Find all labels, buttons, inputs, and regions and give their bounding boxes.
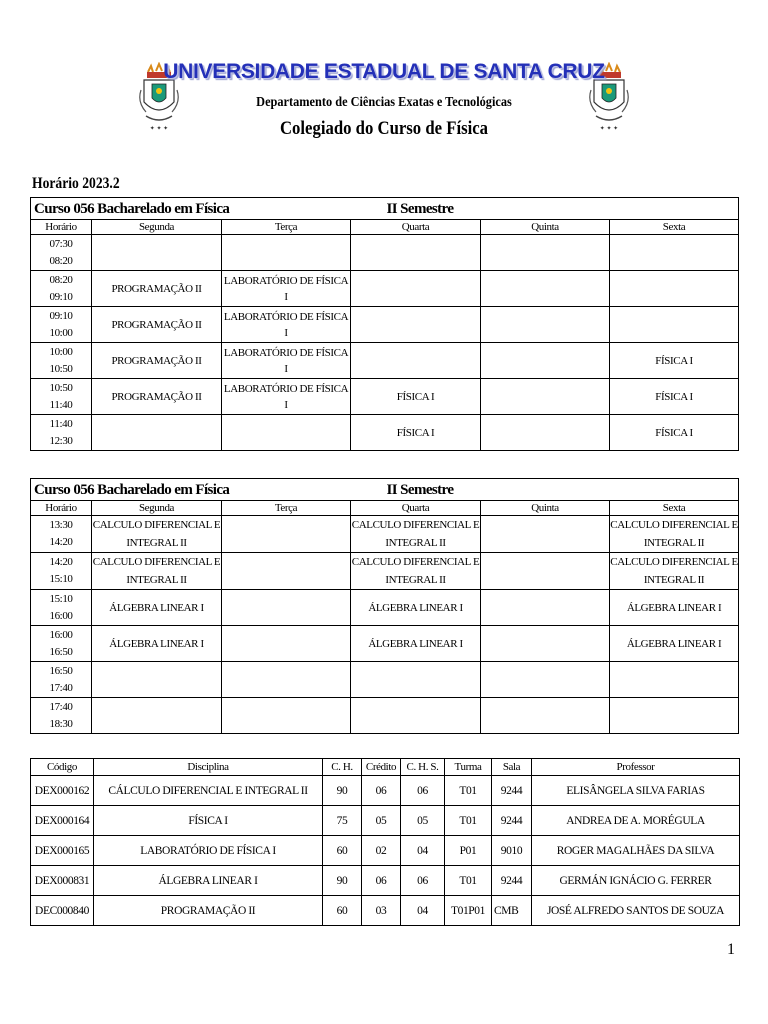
time-slot-cell bbox=[31, 379, 92, 415]
discipline-cell: FÍSICA I bbox=[94, 806, 323, 836]
column-header: Professor bbox=[532, 759, 740, 776]
schedule-row bbox=[31, 235, 739, 271]
class-cell: CALCULO DIFERENCIAL E INTEGRAL II bbox=[92, 553, 222, 590]
time-end: 12:30 bbox=[49, 434, 73, 447]
semester-label: II Semestre bbox=[351, 479, 481, 501]
time-end: 08:20 bbox=[49, 254, 73, 267]
code-cell: DEX000162 bbox=[31, 776, 94, 806]
class-group-cell: P01 bbox=[445, 836, 492, 866]
class-cell bbox=[610, 307, 739, 343]
class-cell bbox=[481, 553, 610, 590]
class-cell bbox=[481, 698, 610, 734]
code-cell: DEC000840 bbox=[31, 896, 94, 926]
credit-cell: 03 bbox=[362, 896, 401, 926]
time-end: 17:40 bbox=[49, 681, 73, 694]
discipline-row bbox=[31, 866, 740, 896]
class-cell: PROGRAMAÇÃO II bbox=[92, 271, 222, 307]
class-cell bbox=[481, 590, 610, 626]
time-end: 16:50 bbox=[49, 645, 73, 658]
credit-cell: 06 bbox=[362, 776, 401, 806]
room-cell: 9244 bbox=[492, 806, 532, 836]
time-slot-cell bbox=[31, 415, 92, 451]
code-cell: DEX000165 bbox=[31, 836, 94, 866]
class-group-cell: T01P01 bbox=[445, 896, 492, 926]
chs-cell: 05 bbox=[401, 806, 445, 836]
schedule-row bbox=[31, 698, 739, 734]
column-header: C. H. S. bbox=[401, 759, 445, 776]
class-cell bbox=[351, 343, 481, 379]
class-group-cell: T01 bbox=[445, 866, 492, 896]
class-cell: LABORATÓRIO DE FÍSICA I bbox=[222, 307, 351, 343]
colegiado-title: Colegiado do Curso de Física bbox=[279, 118, 489, 139]
class-cell: ÁLGEBRA LINEAR I bbox=[92, 626, 222, 662]
class-cell bbox=[222, 516, 351, 553]
ch-cell: 60 bbox=[323, 896, 362, 926]
time-end: 18:30 bbox=[49, 717, 73, 730]
ch-cell: 90 bbox=[323, 866, 362, 896]
discipline-row bbox=[31, 896, 740, 926]
discipline-cell: CÁLCULO DIFERENCIAL E INTEGRAL II bbox=[94, 776, 323, 806]
class-cell: FÍSICA I bbox=[610, 415, 739, 451]
class-cell bbox=[222, 590, 351, 626]
class-cell: LABORATÓRIO DE FÍSICA I bbox=[222, 343, 351, 379]
time-slot-cell bbox=[31, 553, 92, 590]
time-end: 14:20 bbox=[49, 536, 73, 548]
class-cell bbox=[481, 662, 610, 698]
disciplines-table bbox=[30, 758, 740, 926]
class-cell: CALCULO DIFERENCIAL E INTEGRAL II bbox=[610, 516, 739, 553]
class-cell bbox=[222, 415, 351, 451]
time-slot-cell bbox=[31, 307, 92, 343]
chs-cell: 04 bbox=[401, 896, 445, 926]
discipline-row bbox=[31, 806, 740, 836]
schedule-row bbox=[31, 343, 739, 379]
schedule-row bbox=[31, 662, 739, 698]
schedule-title-row bbox=[31, 479, 739, 501]
ch-cell: 60 bbox=[323, 836, 362, 866]
class-cell bbox=[610, 698, 739, 734]
room-cell: 9010 bbox=[492, 836, 532, 866]
professor-cell: ROGER MAGALHÃES DA SILVA bbox=[532, 836, 740, 866]
class-cell: FÍSICA I bbox=[351, 415, 481, 451]
class-cell: ÁLGEBRA LINEAR I bbox=[351, 626, 481, 662]
class-cell: FÍSICA I bbox=[351, 379, 481, 415]
credit-cell: 06 bbox=[362, 866, 401, 896]
class-cell bbox=[222, 235, 351, 271]
class-cell bbox=[481, 271, 610, 307]
time-start: 15:10 bbox=[49, 592, 73, 605]
column-header: Crédito bbox=[362, 759, 401, 776]
svg-text:✦ ✦ ✦: ✦ ✦ ✦ bbox=[149, 126, 169, 132]
class-cell bbox=[222, 698, 351, 734]
class-cell bbox=[351, 271, 481, 307]
time-slot-cell bbox=[31, 626, 92, 662]
discipline-cell: ÁLGEBRA LINEAR I bbox=[94, 866, 323, 896]
time-start: 10:50 bbox=[49, 381, 73, 394]
class-cell: CALCULO DIFERENCIAL E INTEGRAL II bbox=[92, 516, 222, 553]
time-slot-cell bbox=[31, 698, 92, 734]
schedule-table-afternoon bbox=[30, 478, 739, 734]
class-cell: ÁLGEBRA LINEAR I bbox=[610, 626, 739, 662]
class-cell bbox=[610, 271, 739, 307]
time-end: 11:40 bbox=[49, 398, 73, 411]
column-header: C. H. bbox=[323, 759, 362, 776]
class-cell bbox=[92, 415, 222, 451]
class-cell: PROGRAMAÇÃO II bbox=[92, 343, 222, 379]
class-cell bbox=[610, 235, 739, 271]
schedule-table-morning bbox=[30, 197, 739, 451]
professor-cell: GERMÁN IGNÁCIO G. FERRER bbox=[532, 866, 740, 896]
class-cell: ÁLGEBRA LINEAR I bbox=[610, 590, 739, 626]
schedule-header-row bbox=[31, 501, 739, 516]
column-header: Disciplina bbox=[94, 759, 323, 776]
column-header: Segunda bbox=[92, 501, 222, 516]
time-start: 10:00 bbox=[49, 345, 73, 358]
class-cell bbox=[351, 235, 481, 271]
course-label: Curso 056 Bacharelado em Física bbox=[31, 198, 351, 220]
time-end: 15:10 bbox=[49, 573, 73, 585]
discipline-cell: LABORATÓRIO DE FÍSICA I bbox=[94, 836, 323, 866]
code-cell: DEX000831 bbox=[31, 866, 94, 896]
time-start: 13:30 bbox=[49, 519, 73, 531]
column-header: Horário bbox=[31, 501, 92, 516]
time-slot-cell bbox=[31, 662, 92, 698]
schedule-row bbox=[31, 271, 739, 307]
schedule-row bbox=[31, 307, 739, 343]
university-title: UNIVERSIDADE ESTADUAL DE SANTA CRUZ bbox=[163, 60, 605, 83]
time-end: 16:00 bbox=[49, 609, 73, 622]
class-cell: CALCULO DIFERENCIAL E INTEGRAL II bbox=[351, 516, 481, 553]
time-end: 10:00 bbox=[49, 326, 73, 339]
schedule-row bbox=[31, 553, 739, 590]
chs-cell: 06 bbox=[401, 776, 445, 806]
class-cell bbox=[481, 626, 610, 662]
disciplines-header-row bbox=[31, 759, 740, 776]
class-cell bbox=[351, 307, 481, 343]
time-end: 10:50 bbox=[49, 362, 73, 375]
class-cell bbox=[351, 698, 481, 734]
credit-cell: 05 bbox=[362, 806, 401, 836]
column-header: Turma bbox=[445, 759, 492, 776]
schedule-row bbox=[31, 516, 739, 553]
ch-cell: 75 bbox=[323, 806, 362, 836]
time-start: 14:20 bbox=[49, 556, 73, 568]
discipline-cell: PROGRAMAÇÃO II bbox=[94, 896, 323, 926]
class-cell bbox=[481, 516, 610, 553]
class-cell: LABORATÓRIO DE FÍSICA I bbox=[222, 379, 351, 415]
column-header: Quarta bbox=[351, 501, 481, 516]
class-cell: PROGRAMAÇÃO II bbox=[92, 379, 222, 415]
schedule-row bbox=[31, 626, 739, 662]
column-header: Segunda bbox=[92, 220, 222, 235]
column-header: Sala bbox=[492, 759, 532, 776]
horario-title: Horário 2023.2 bbox=[32, 175, 120, 192]
professor-cell: ANDREA DE A. MORÉGULA bbox=[532, 806, 740, 836]
class-cell bbox=[610, 662, 739, 698]
time-end: 09:10 bbox=[49, 290, 73, 303]
class-cell bbox=[481, 415, 610, 451]
class-group-cell: T01 bbox=[445, 806, 492, 836]
class-cell bbox=[481, 343, 610, 379]
class-cell bbox=[222, 626, 351, 662]
room-cell: 9244 bbox=[492, 866, 532, 896]
time-slot-cell bbox=[31, 516, 92, 553]
time-start: 11:40 bbox=[49, 417, 73, 430]
time-start: 09:10 bbox=[49, 309, 73, 322]
schedule-header-row bbox=[31, 220, 739, 235]
semester-label: II Semestre bbox=[351, 198, 481, 220]
schedule-row bbox=[31, 415, 739, 451]
schedule-row bbox=[31, 590, 739, 626]
class-cell bbox=[481, 307, 610, 343]
schedule-row bbox=[31, 379, 739, 415]
column-header: Terça bbox=[222, 220, 351, 235]
class-cell: ÁLGEBRA LINEAR I bbox=[92, 590, 222, 626]
discipline-row bbox=[31, 776, 740, 806]
room-cell: CMB bbox=[492, 896, 532, 926]
time-start: 16:50 bbox=[49, 664, 73, 677]
chs-cell: 04 bbox=[401, 836, 445, 866]
column-header: Horário bbox=[31, 220, 92, 235]
class-cell: ÁLGEBRA LINEAR I bbox=[351, 590, 481, 626]
time-start: 07:30 bbox=[49, 237, 73, 250]
class-cell bbox=[351, 662, 481, 698]
svg-text:✦ ✦ ✦: ✦ ✦ ✦ bbox=[599, 126, 619, 132]
course-label: Curso 056 Bacharelado em Física bbox=[31, 479, 351, 501]
department-title: Departamento de Ciências Exatas e Tecnológicas bbox=[256, 95, 512, 110]
class-cell: FÍSICA I bbox=[610, 343, 739, 379]
column-header: Código bbox=[31, 759, 94, 776]
class-cell: PROGRAMAÇÃO II bbox=[92, 307, 222, 343]
class-cell bbox=[222, 553, 351, 590]
class-cell bbox=[481, 235, 610, 271]
code-cell: DEX000164 bbox=[31, 806, 94, 836]
time-start: 16:00 bbox=[49, 628, 73, 641]
professor-cell: ELISÂNGELA SILVA FARIAS bbox=[532, 776, 740, 806]
class-cell bbox=[222, 662, 351, 698]
class-cell: CALCULO DIFERENCIAL E INTEGRAL II bbox=[351, 553, 481, 590]
class-cell bbox=[481, 379, 610, 415]
column-header: Sexta bbox=[610, 501, 739, 516]
professor-cell: JOSÉ ALFREDO SANTOS DE SOUZA bbox=[532, 896, 740, 926]
time-start: 17:40 bbox=[49, 700, 73, 713]
column-header: Sexta bbox=[610, 220, 739, 235]
class-cell bbox=[92, 662, 222, 698]
ch-cell: 90 bbox=[323, 776, 362, 806]
column-header: Terça bbox=[222, 501, 351, 516]
column-header: Quinta bbox=[481, 501, 610, 516]
class-cell: FÍSICA I bbox=[610, 379, 739, 415]
column-header: Quarta bbox=[351, 220, 481, 235]
chs-cell: 06 bbox=[401, 866, 445, 896]
time-slot-cell bbox=[31, 343, 92, 379]
time-slot-cell bbox=[31, 590, 92, 626]
class-cell bbox=[92, 698, 222, 734]
room-cell: 9244 bbox=[492, 776, 532, 806]
class-cell: CALCULO DIFERENCIAL E INTEGRAL II bbox=[610, 553, 739, 590]
class-group-cell: T01 bbox=[445, 776, 492, 806]
discipline-row bbox=[31, 836, 740, 866]
time-slot-cell bbox=[31, 271, 92, 307]
schedule-title-row bbox=[31, 198, 739, 220]
time-start: 08:20 bbox=[49, 273, 73, 286]
credit-cell: 02 bbox=[362, 836, 401, 866]
class-cell bbox=[92, 235, 222, 271]
page-number: 1 bbox=[727, 941, 735, 958]
column-header: Quinta bbox=[481, 220, 610, 235]
time-slot-cell bbox=[31, 235, 92, 271]
class-cell: LABORATÓRIO DE FÍSICA I bbox=[222, 271, 351, 307]
